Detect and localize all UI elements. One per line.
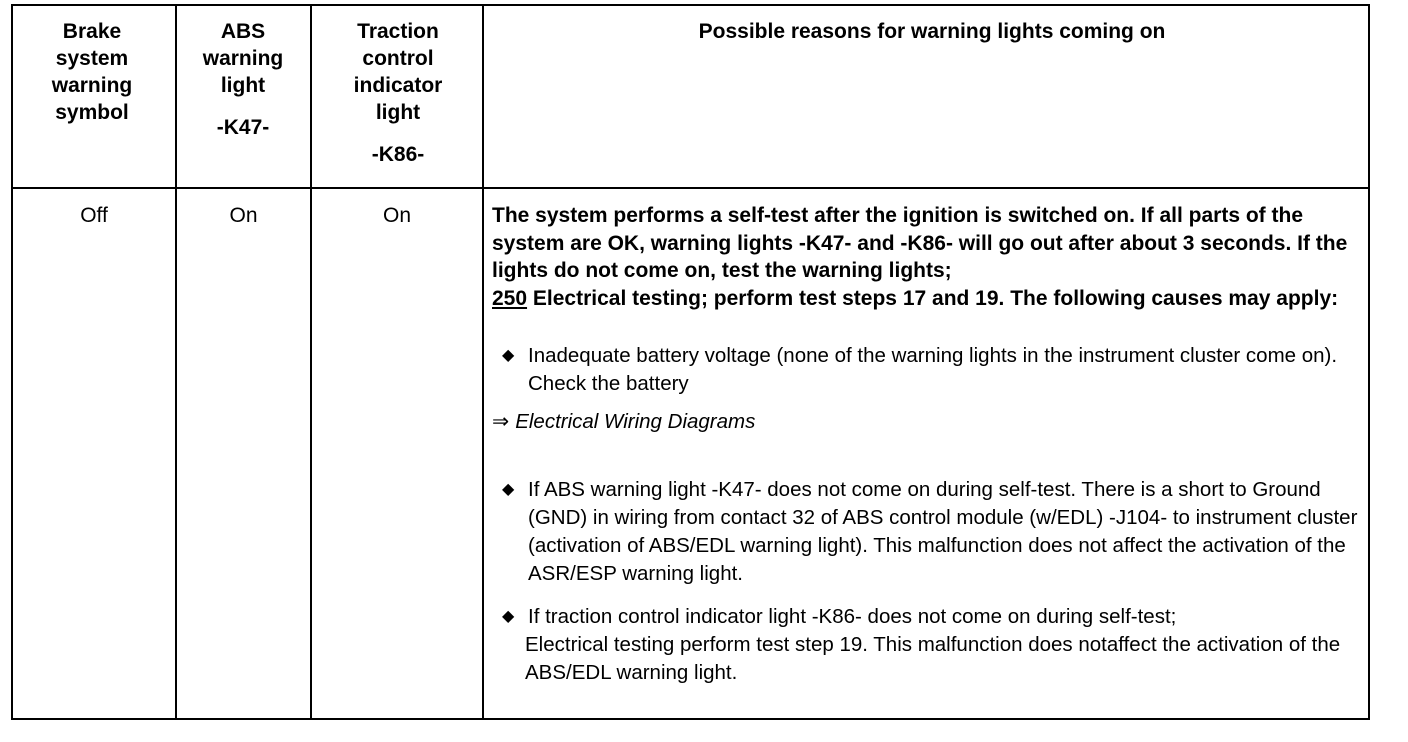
header-brake [27, 18, 157, 126]
cell-abs-value: On [229, 204, 258, 227]
column-divider [175, 6, 177, 718]
arrow-right-icon: ⇒ [492, 410, 510, 433]
reason-item-abs-light [492, 476, 1364, 588]
reason-traction-text-line1: If traction control indicator light -K86- does not come on during self-test; [528, 605, 1177, 628]
diamond-bullet-icon: ◆ [502, 481, 515, 498]
reasons-cell [492, 202, 1364, 687]
cell-traction-value: On [382, 204, 411, 227]
header-divider [13, 187, 1368, 189]
reasons-intro [492, 202, 1364, 312]
header-brake-label: Brake system warning symbol [51, 20, 133, 124]
header-abs [183, 18, 303, 141]
warning-lights-table [11, 4, 1370, 720]
reason-item-battery [492, 342, 1364, 398]
header-traction-code: -K86- [371, 143, 425, 166]
column-divider [310, 6, 312, 718]
header-reasons-label: Possible reasons for warning lights coming on [698, 20, 1166, 43]
wiring-diagrams-link[interactable]: Electrical Wiring Diagrams [515, 410, 756, 433]
intro-text-part2: Electrical testing; perform test steps 17 and 19. The following causes may apply: [527, 286, 1339, 310]
reason-abs-text: If ABS warning light -K47- does not come on during self-test. There is a short to Ground (GND) in wiring from contact 32 of ABS control module (w/EDL) -J104- to instrument cluster (activation of ABS/EDL warning light). This malfunction does not affect the activation of the ASR/ESP warning light. [528, 478, 1358, 585]
intro-text-part1: The system performs a self-test after the ignition is switched on. If all parts of the system are OK, warning lights -K47- and -K86- will go out after about 3 seconds. If the lights do not come on, test the warning lights; [492, 204, 1348, 282]
wiring-diagrams-ref[interactable] [492, 408, 1364, 436]
column-divider [482, 6, 484, 718]
electrical-testing-ref-link[interactable]: 250 [492, 286, 528, 310]
reason-traction-text-rest: Electrical testing perform test step 19. This malfunction does notaffect the activation of the ABS/EDL warning light. [525, 633, 1341, 684]
header-abs-code: -K47- [216, 116, 270, 139]
reason-battery-text: Inadequate battery voltage (none of the warning lights in the instrument cluster come on). Check the battery [528, 344, 1338, 395]
header-abs-label: ABS warning light [202, 20, 284, 97]
header-reasons [492, 18, 1372, 45]
diamond-bullet-icon: ◆ [502, 347, 515, 364]
header-traction-label: Traction control indicator light [353, 20, 443, 124]
cell-brake-value: Off [80, 204, 108, 227]
diamond-bullet-icon: ◆ [502, 608, 515, 625]
reason-item-traction-light [492, 603, 1364, 687]
header-traction [338, 18, 458, 168]
